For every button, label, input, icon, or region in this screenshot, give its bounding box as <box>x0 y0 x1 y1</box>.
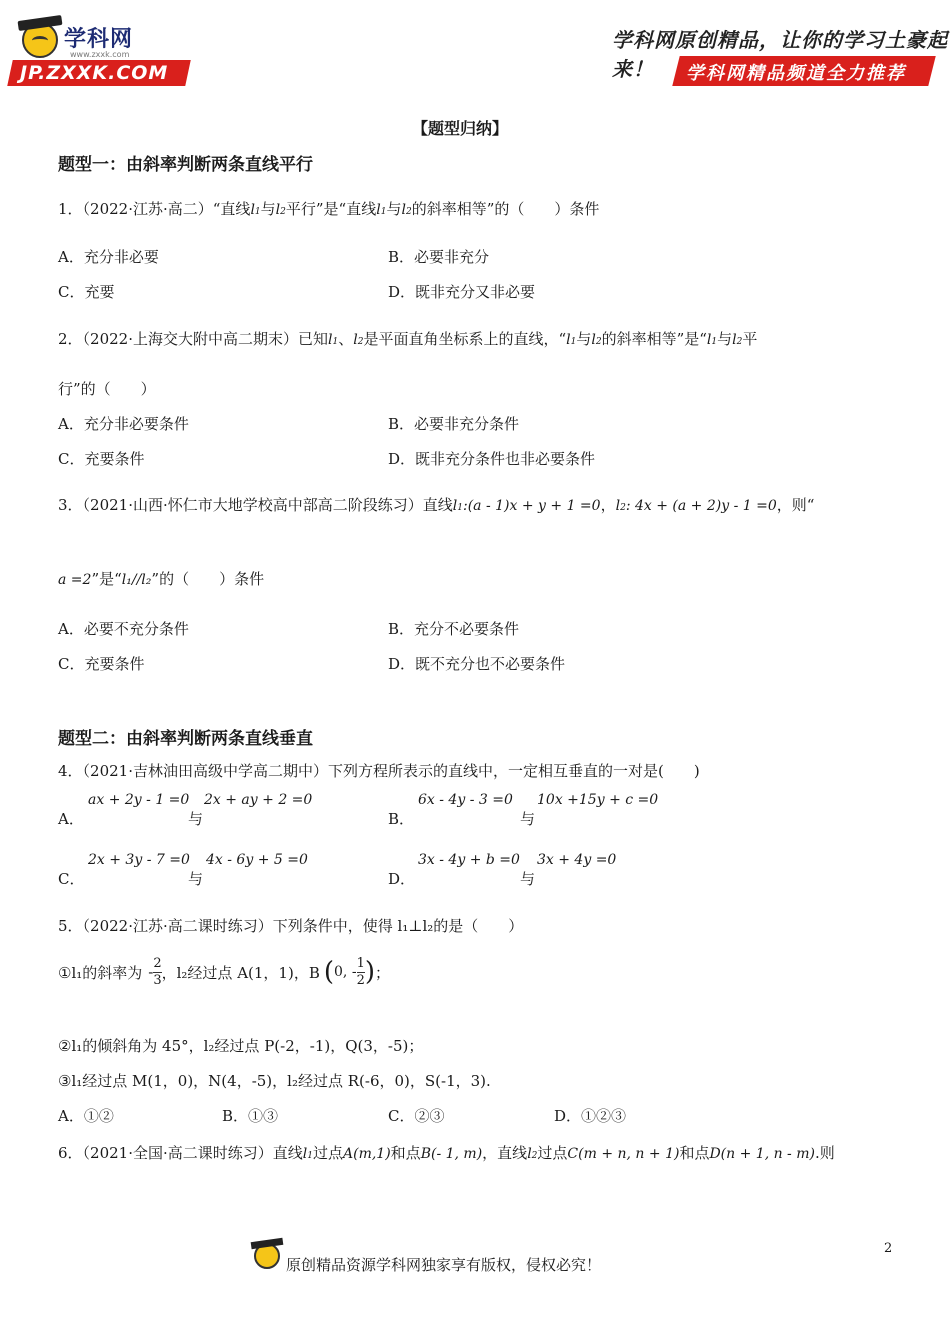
q5-point-b-x: 0, - <box>334 964 357 980</box>
q2-option-d: D．既非充分条件也非必要条件 <box>388 450 596 468</box>
q6-text-c: 和点 <box>390 1144 421 1162</box>
footer-mascot-icon <box>254 1243 280 1269</box>
q6-point-b: B(- 1, m) <box>420 1146 483 1162</box>
q3-text-b: ，则“ <box>776 496 815 514</box>
section-2-heading: 题型二：由斜率判断两条直线垂直 <box>58 729 313 749</box>
header-slogan: 学科网原创精品，让你的学习土豪起来！ <box>612 28 948 81</box>
q4-option-d-label: D． <box>388 870 416 888</box>
q1-l2b: l <box>401 202 406 218</box>
q4-c-eq2: 4x - 6y + 5 =0 <box>206 852 308 868</box>
q2-text-c: 是平面直角坐标系上的直线，“ <box>363 330 567 348</box>
q4-a-eq1: ax + 2y - 1 =0 <box>88 792 190 808</box>
q1-option-d: D．既非充分又非必要 <box>388 283 536 301</box>
q4-a-with: 与 <box>188 810 204 828</box>
q3-option-b: B．充分不必要条件 <box>388 620 520 638</box>
q3-option-d: D．既不充分也不必要条件 <box>388 655 566 673</box>
q5-c1-end: ； <box>375 963 391 982</box>
logo-text: 学科网 <box>64 27 134 52</box>
site-logo[interactable] <box>10 22 190 86</box>
q1-l1: l <box>250 202 255 218</box>
q1-text-d: 与 <box>386 200 402 218</box>
q4-d-with: 与 <box>520 870 536 888</box>
q6-point-a: A(m,1) <box>343 1146 391 1162</box>
q5-slope-fraction: $\frac{2}{3}$ <box>153 955 162 988</box>
q2-text-f: 与 <box>717 330 733 348</box>
q1-text-e: 的斜率相等”的（ ）条件 <box>411 200 600 218</box>
page-number: 2 <box>884 1241 893 1256</box>
q3-a-eq: a =2 <box>58 572 92 588</box>
q6-point-d: D(n + 1, n - m) <box>709 1146 815 1162</box>
q5-option-a: A．①② <box>58 1107 114 1125</box>
q4-c-eq1: 2x + 3y - 7 =0 <box>88 852 190 868</box>
q2-option-b: B．必要非充分条件 <box>388 415 520 433</box>
q4-d-eq2: 3x + 4y =0 <box>537 852 617 868</box>
q1-sub1: 1 <box>254 207 261 217</box>
header-banner-text: 学科网精品频道全力推荐 <box>686 63 906 84</box>
q5-c1-minus: - <box>148 963 154 981</box>
logo-bar-text: JP.ZXXK.COM <box>20 62 169 84</box>
q4-option-b-label: B． <box>388 810 415 828</box>
footer-copyright: 原创精品资源学科网独家享有版权，侵权必究！ <box>286 1256 602 1274</box>
q5-c1-text-a: ①l₁的斜率为 <box>58 963 143 982</box>
q4-option-c-label: C． <box>58 870 85 888</box>
q1-sub2b: 2 <box>405 207 412 217</box>
q4-b-eq1: 6x - 4y - 3 =0 <box>418 792 513 808</box>
question-6: 6．（2021·全国·高二课时练习）直线l1过点A(m,1)和点B(- 1, m)，直线l2过点C(m + n, n + 1)和点D(n + 1, n - m).则 <box>58 1144 835 1162</box>
q1-option-b: B．必要非充分 <box>388 248 490 266</box>
q5-option-b: B．①③ <box>222 1107 279 1125</box>
question-1 <box>58 198 599 219</box>
q6-text-g: .则 <box>814 1144 835 1162</box>
q3-line-2 <box>58 568 264 589</box>
q3-parallel: l₁//l₂ <box>121 572 152 588</box>
question-4: 4．（2021·吉林油田高级中学高二期中）下列方程所表示的直线中，一定相互垂直的一对是( ) <box>58 762 700 780</box>
q1-l2: l <box>275 202 281 218</box>
q1-text-b: 与 <box>260 200 276 218</box>
q3-comma: ， <box>600 496 616 514</box>
q4-b-eq2: 10x +15y + c =0 <box>537 792 659 808</box>
q3-option-a: A．必要不充分条件 <box>58 620 189 638</box>
section-1-heading: 题型一：由斜率判断两条直线平行 <box>58 155 313 175</box>
q6-text-b: 过点 <box>312 1144 343 1162</box>
q6-text-a: 6．（2021·全国·高二课时练习）直线 <box>58 1144 303 1162</box>
q5-c1-text-b: ，l₂经过点 A(1，1)，B <box>161 963 320 982</box>
q5-condition-3: ③l₁经过点 M(1，0)，N(4，-5)，l₂经过点 R(-6，0)，S(-1，3). <box>58 1072 491 1090</box>
q5-condition-1: ①l₁的斜率为 - $\frac{2}{3}$ ，l₂经过点 A(1，1)，B ( 0, - $\frac{1}{2}$ ) ； <box>58 955 391 988</box>
q2-option-a: A．充分非必要条件 <box>58 415 189 433</box>
q2-text-a: 2．（2022·上海交大附中高二期末）已知 <box>58 330 328 348</box>
q5-point-fraction: $\frac{1}{2}$ <box>356 955 365 988</box>
page-title: 【题型归纳】 <box>412 119 509 138</box>
q1-sub2: 2 <box>280 207 286 217</box>
q3-text-d: ”的（ ）条件 <box>151 570 265 588</box>
question-5: 5．（2022·江苏·高二课时练习）下列条件中，使得 l₁⊥l₂的是（ ） <box>58 917 524 935</box>
q4-option-a-label: A． <box>58 810 84 828</box>
q6-text-d: ，直线 <box>482 1144 528 1162</box>
q4-a-eq2: 2x + ay + 2 =0 <box>204 792 313 808</box>
q2-text-b: 、 <box>338 330 354 348</box>
q3-option-c: C．充要条件 <box>58 655 145 673</box>
q1-text-c: 平行”是“直线 <box>285 200 377 218</box>
q1-l1b: l <box>376 202 381 218</box>
mascot-icon <box>22 22 58 58</box>
q5-option-c: C．②③ <box>388 1107 445 1125</box>
q4-b-with: 与 <box>520 810 536 828</box>
q1-option-a: A．充分非必要 <box>58 248 159 266</box>
q4-c-with: 与 <box>188 870 204 888</box>
logo-url: www.zxxk.com <box>70 50 130 59</box>
q2-line-2: 行”的（ ） <box>58 380 156 398</box>
q3-text-c: ”是“ <box>91 570 122 588</box>
q3-eq1: :(a - 1)x + y + 1 =0 <box>462 498 601 514</box>
q4-d-eq1: 3x - 4y + b =0 <box>418 852 520 868</box>
q2-text-e: 的斜率相等”是“ <box>601 330 707 348</box>
q5-condition-2: ②l₁的倾斜角为 45°，l₂经过点 P(-2，-1)，Q(3，-5)； <box>58 1037 424 1055</box>
q1-sub1b: 1 <box>380 207 387 217</box>
q6-text-f: 和点 <box>679 1144 710 1162</box>
q3-text-a: 3．（2021·山西·怀仁市大地学校高中部高二阶段练习）直线 <box>58 496 453 514</box>
question-3: 3．（2021·山西·怀仁市大地学校高中部高二阶段练习）直线l1:(a - 1)x + y + 1 =0，l2: 4x + (a + 2)y - 1 =0，则“ <box>58 496 815 514</box>
q6-text-e: 过点 <box>537 1144 568 1162</box>
q1-text-a: 1．（2022·江苏·高二）“直线 <box>58 200 251 218</box>
q3-eq2: : 4x + (a + 2)y - 1 =0 <box>625 498 777 514</box>
q2-text-g: 平 <box>742 330 758 348</box>
q2-option-c: C．充要条件 <box>58 450 145 468</box>
q2-text-d: 与 <box>576 330 592 348</box>
q6-point-c: C(m + n, n + 1) <box>567 1146 680 1162</box>
q1-option-c: C．充要 <box>58 283 115 301</box>
question-2: 2．（2022·上海交大附中高二期末）已知l1、l2是平面直角坐标系上的直线，“l1与l2的斜率相等”是“l1与l2平 <box>58 330 758 348</box>
q5-option-d: D．①②③ <box>554 1107 627 1125</box>
